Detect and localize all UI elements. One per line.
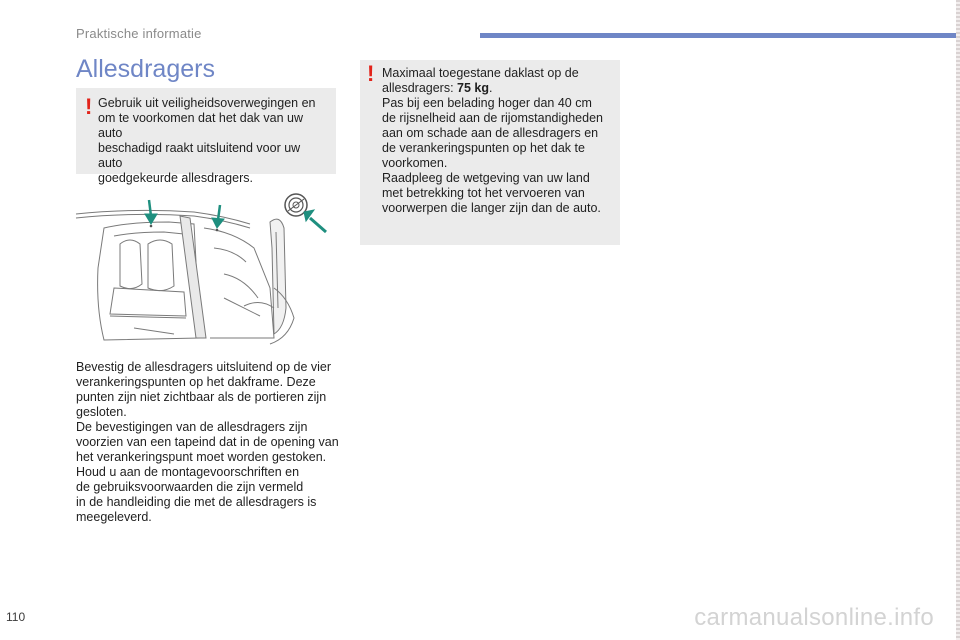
warning-text-line: de verankeringspunten op het dak te [382, 141, 585, 155]
warning-text-line-load [382, 81, 608, 96]
body-text [76, 360, 341, 525]
section-label: Praktische informatie [76, 26, 202, 41]
warning-text-line: voorkomen. [382, 156, 448, 170]
warning-box-left [76, 88, 336, 185]
body-text-line: De bevestigingen van de allesdragers zijn [76, 420, 308, 434]
body-text-line: meegeleverd. [76, 510, 152, 524]
body-text-line: voorzien van een tapeind dat in de opening van [76, 435, 339, 449]
warning-box-right [360, 60, 620, 245]
page-edge-strip [956, 0, 960, 640]
body-text-line: punten zijn niet zichtbaar als de portieren zijn [76, 390, 327, 404]
warning-text-line: Pas bij een belading hoger dan 40 cm [382, 96, 592, 110]
warning-text-line: beschadigd raakt uitsluitend voor uw auto [98, 141, 301, 170]
body-text-line: gesloten. [76, 405, 127, 419]
warning-text-line: voorwerpen die langer zijn dan de auto. [382, 201, 601, 215]
watermark: carmanualsonline.info [694, 604, 934, 631]
warning-icon: ! [85, 94, 93, 119]
warning-text-line: Gebruik uit veiligheidsoverwegingen en [98, 96, 316, 110]
page-number: 110 [6, 610, 26, 624]
warning-text-line: om te voorkomen dat het dak van uw auto [98, 111, 303, 140]
page-title: Allesdragers [76, 55, 215, 83]
max-roof-load: 75 kg [457, 81, 490, 95]
warning-icon: ! [367, 61, 375, 86]
warning-text-line: de rijsnelheid aan de rijomstandigheden [382, 111, 603, 125]
body-text-line: de gebruiksvoorwaarden die zijn vermeld [76, 480, 304, 494]
load-suffix: . [489, 81, 493, 95]
body-text-line: verankeringspunten op het dakframe. Deze [76, 375, 316, 389]
body-text-line: het verankeringspunt moet worden gestoken. [76, 450, 327, 464]
warning-text-line: met betrekking tot het vervoeren van [382, 186, 585, 200]
warning-text-line: Raadpleeg de wetgeving van uw land [382, 171, 590, 185]
body-text-line: Houd u aan de montagevoorschriften en [76, 465, 300, 479]
warning-text-line: Maximaal toegestane daklast op de [382, 66, 579, 80]
load-label: allesdragers: [382, 81, 458, 95]
body-text-line: in de handleiding die met de allesdragers is [76, 495, 317, 509]
roof-bars-illustration [74, 188, 336, 354]
warning-text-line: aan om schade aan de allesdragers en [382, 126, 599, 140]
warning-text-line: goedgekeurde allesdragers. [98, 171, 253, 185]
body-text-line: Bevestig de allesdragers uitsluitend op de vier [76, 360, 332, 374]
header-accent-bar [480, 33, 956, 38]
